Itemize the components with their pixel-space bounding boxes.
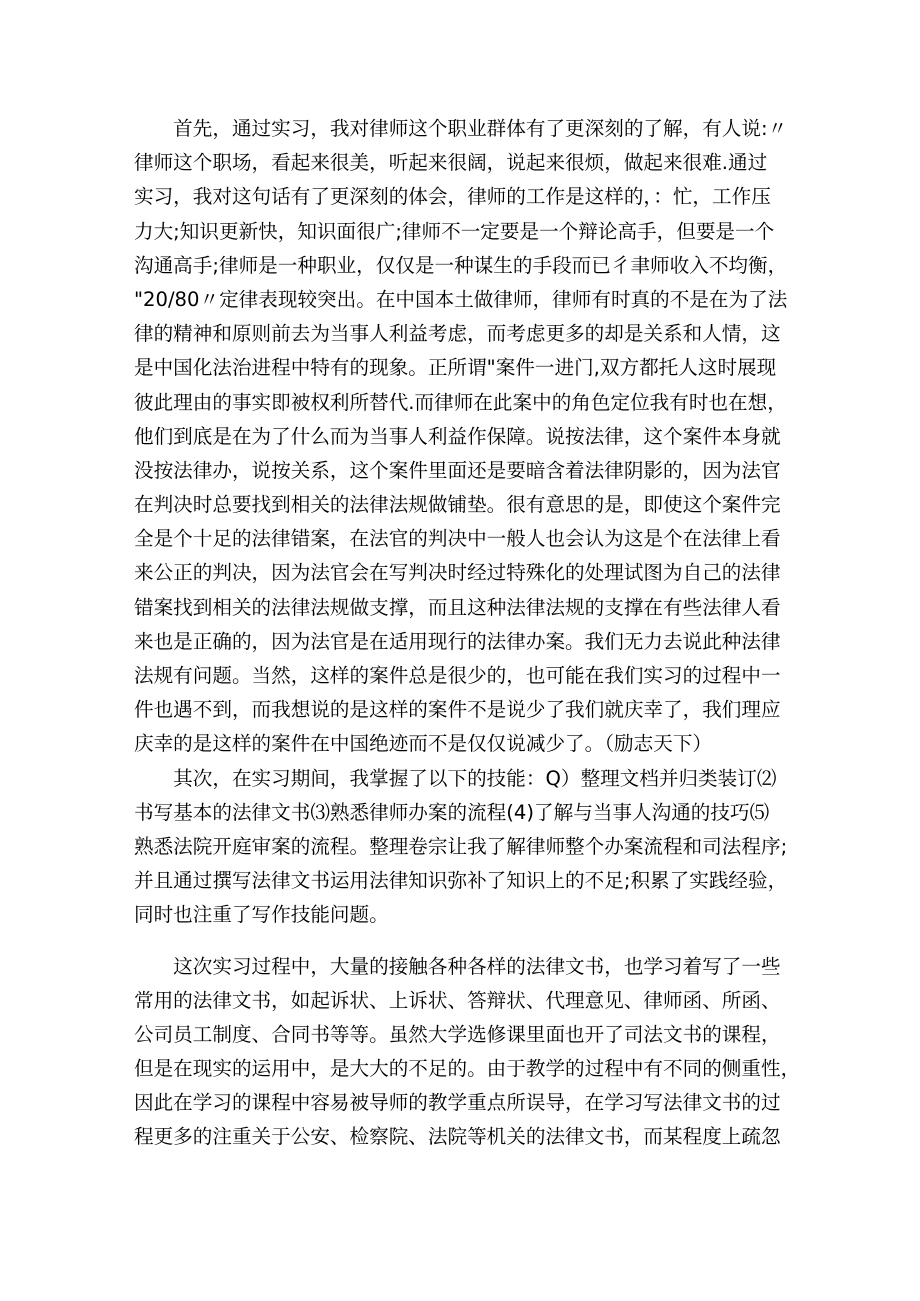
text-line: 他们到底是在为了什么而为当事人利益作保障。说按法律，这个案件本身就 (134, 424, 781, 448)
text-line: 来公正的判决，因为法官会在写判决时经过特殊化的处理试图为自己的法律 (134, 561, 781, 585)
text-line: 在判决时总要找到相关的法律法规做铺垫。很有意思的是，即使这个案件完 (134, 493, 781, 517)
text-line: 公司员工制度、合同书等等。虽然大学选修课里面也开了司法文书的课程， (134, 1022, 781, 1046)
text-line: 错案找到相关的法律法规做支撑，而且这种法律法规的支撑在有些法律人看 (134, 595, 781, 619)
text-line: 庆幸的是这样的案件在中国绝迹而不是仅仅说减少了。（励志天下） (134, 732, 713, 756)
text-line: 但是在现实的运用中，是大大的不足的。由于教学的过程中有不同的侧重性， (134, 1057, 801, 1081)
text-line: 力大;知识更新快，知识面很广;律师不一定要是一个辩论高手，但要是一个 (134, 219, 775, 243)
paragraph-spacer (134, 933, 794, 950)
paragraph-legal-documents (134, 950, 801, 1155)
text-line: 书写基本的法律文书⑶熟悉律师办案的流程(4)了解与当事人沟通的技巧⑸ (134, 800, 770, 824)
text-line: 这次实习过程中，大量的接触各种各样的法律文书，也学习着写了一些 (134, 954, 781, 978)
text-line: 沟通高手;律师是一种职业，仅仅是一种谋生的手段而已彳聿师收入不均衡， (134, 253, 788, 277)
text-line: 律的精神和原则前去为当事人利益考虑，而考虑更多的却是关系和人情，这 (134, 322, 781, 346)
text-line: 全是个十足的法律错案，在法官的判决中一般人也会认为这是个在法律上看 (134, 527, 781, 551)
text-line: 律师这个职场，看起来很美，听起来很阔，说起来很烦，做起来很难.通过 (134, 151, 768, 175)
text-line: 并且通过撰写法律文书运用法律知识弥补了知识上的不足;积累了实践经验， (134, 869, 788, 893)
text-line: 其次，在实习期间，我掌握了以下的技能：Q）整理文档并归类装订⑵ (134, 766, 777, 790)
text-line: 彼此理由的事实即被权利所替代.而律师在此案中的角色定位我有时也在想， (134, 390, 787, 414)
text-line: 是中国化法治进程中特有的现象。正所谓"案件一进门,双方都托人这时展现 (134, 356, 777, 380)
text-line: 实习，我对这句话有了更深刻的体会，律师的工作是这样的，：忙，工作压 (134, 185, 771, 209)
text-line: 同时也注重了写作技能问题。 (134, 903, 389, 927)
text-line: 程更多的注重关于公安、检察院、法院等机关的法律文书，而某程度上疏忽 (134, 1125, 781, 1149)
text-line: 来也是正确的，因为法官是在适用现行的法律办案。我们无力去说此种法律 (134, 629, 781, 653)
text-line: 因此在学习的课程中容易被导师的教学重点所误导，在学习写法律文书的过 (134, 1091, 781, 1115)
paragraph-skills-learned (134, 762, 794, 933)
paragraph-lawyer-profession (134, 112, 794, 762)
text-line: 没按法律办，说按关系，这个案件里面还是要暗含着法律阴影的，因为法官 (134, 458, 781, 482)
text-line: 首先，通过实习，我对律师这个职业群体有了更深刻的了解，有人说:〃 (134, 117, 788, 140)
text-line: 常用的法律文书，如起诉状、上诉状、答辩状、代理意见、律师函、所函、 (134, 988, 781, 1012)
document-body (134, 112, 801, 1155)
text-line: "20/80〃定律表现较突出。在中国本土做律师，律师有时真的不是在为了法 (134, 287, 788, 311)
text-line: 熟悉法院开庭审案的流程。整理卷宗让我了解律师整个办案流程和司法程序; (134, 834, 788, 858)
text-line: 件也遇不到，而我想说的是这样的案件不是说少了我们就庆幸了，我们理应 (134, 698, 781, 722)
text-line: 法规有问题。当然，这样的案件总是很少的，也可能在我们实习的过程中一 (134, 664, 781, 687)
